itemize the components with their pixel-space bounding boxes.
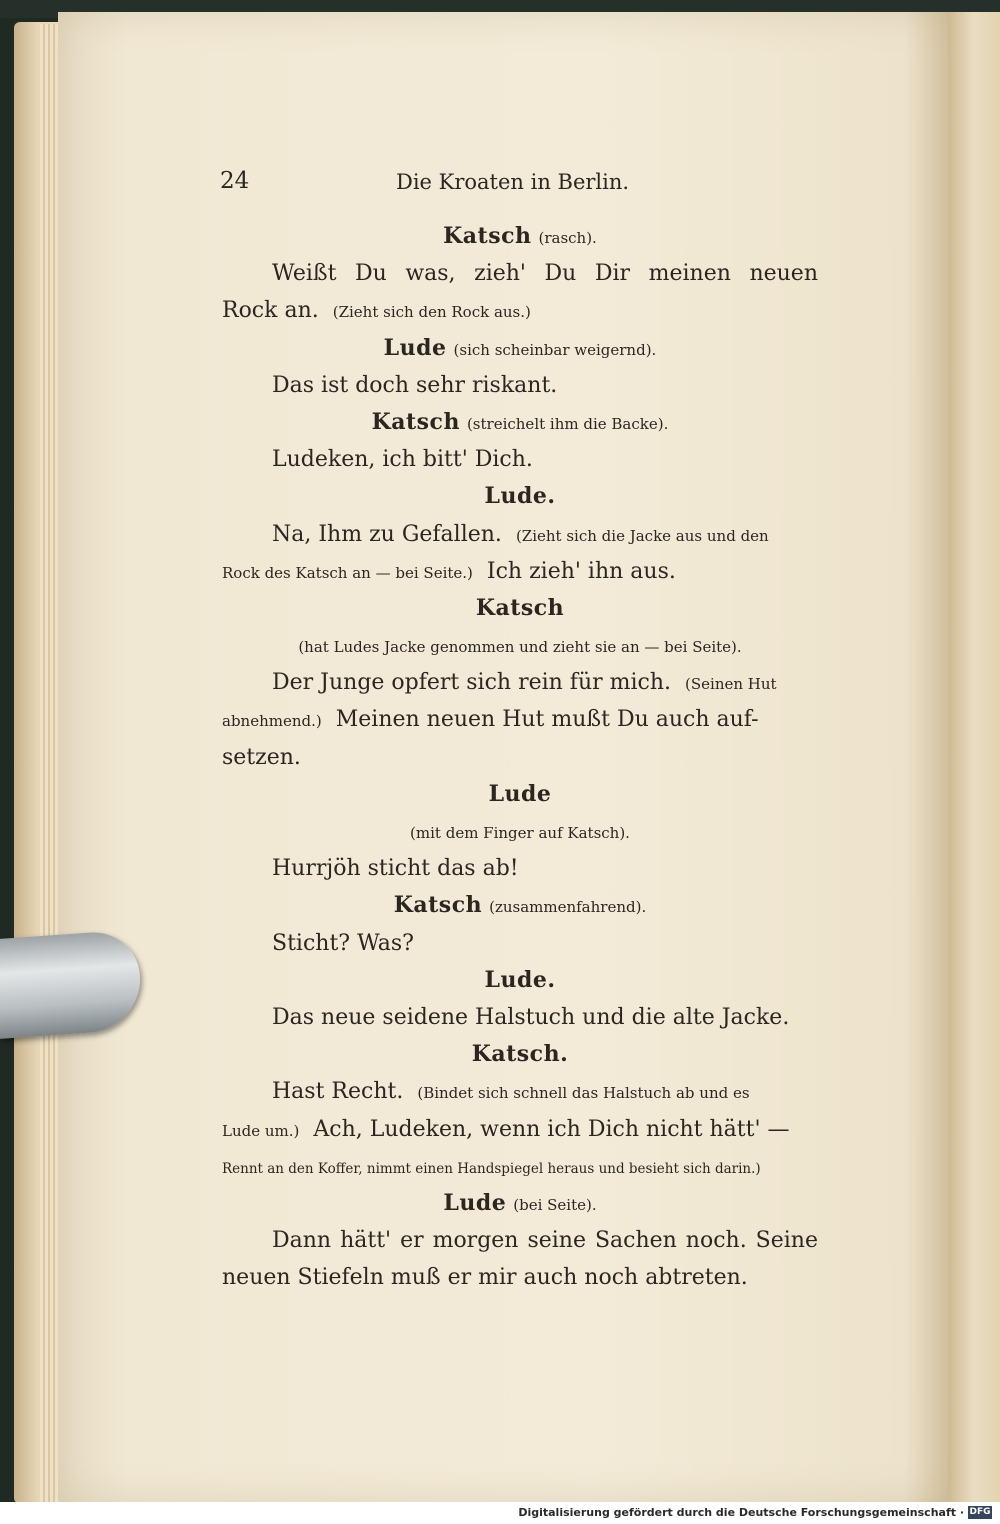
dialogue-text: Meinen neuen Hut mußt Du auch auf-	[335, 707, 759, 733]
speaker-line	[222, 962, 818, 999]
page-header	[220, 168, 820, 198]
stage-direction: (Seinen Hut	[685, 675, 777, 694]
speaker-name: Katsch	[475, 594, 565, 621]
dialogue-line	[222, 925, 818, 962]
dialogue-line	[222, 1111, 818, 1148]
dialogue-text: Das neue seidene Halstuch und die alte Jacke.	[272, 1004, 790, 1030]
speaker-name: Katsch	[443, 223, 532, 249]
stage-direction: Lude um.)	[222, 1121, 300, 1140]
dialogue-text: Dann hätt' er morgen seine Sachen noch. Seine	[272, 1228, 818, 1254]
stage-direction: (Zieht sich den Rock aus.)	[332, 303, 531, 322]
dialogue-text: Das ist doch sehr riskant.	[272, 372, 558, 398]
dialogue-line	[222, 1222, 818, 1259]
dialogue-text: neuen Stiefeln muß er mir auch noch abtreten.	[222, 1265, 748, 1291]
speaker-line	[222, 776, 818, 813]
dialogue-line	[222, 739, 818, 776]
speaker-line	[222, 404, 818, 441]
speaker-name: Katsch	[393, 892, 483, 919]
dialogue-text: Hurrjöh sticht das ab!	[272, 856, 519, 882]
stage-direction: Rock des Katsch an — bei Seite.)	[222, 563, 473, 582]
dfg-logo: DFG	[969, 1507, 991, 1517]
dialogue-text: Rock an.	[222, 298, 319, 324]
dialogue-line	[222, 255, 818, 292]
stage-direction: (hat Ludes Jacke genommen und zieht sie an — bei Seite).	[298, 638, 742, 657]
speaker-name: Katsch	[371, 408, 460, 435]
speaker-line	[222, 330, 818, 367]
speaker-name: Lude	[383, 334, 447, 361]
stage-direction: abnehmend.)	[222, 712, 322, 731]
dialogue-line	[222, 367, 818, 404]
funding-credit: Digitalisierung gefördert durch die Deutsche Forschungsgemeinschaft ·	[518, 1506, 964, 1519]
stage-direction: (Bindet sich schnell das Halstuch ab und es	[417, 1084, 750, 1103]
stage-direction-line	[222, 627, 818, 664]
stage-direction: (mit dem Finger auf Katsch).	[410, 824, 630, 842]
dialogue-line	[222, 441, 818, 478]
dialogue-line	[222, 850, 818, 887]
stage-direction: (sich scheinbar weigernd).	[453, 340, 657, 359]
running-title: Die Kroaten in Berlin.	[396, 170, 630, 194]
stage-direction: (zusammenfahrend).	[489, 898, 647, 917]
dialogue-text: Weißt Du was, zieh' Du Dir meinen neuen	[272, 261, 818, 287]
speaker-name: Lude	[488, 780, 552, 807]
stage-direction-line	[222, 1148, 818, 1185]
speaker-line	[222, 1036, 818, 1073]
dialogue-text: setzen.	[222, 744, 301, 770]
dialogue-line	[222, 999, 818, 1036]
dialogue-line	[222, 553, 818, 590]
speaker-line	[222, 887, 818, 924]
dialogue-line	[222, 292, 818, 329]
page-text	[222, 218, 818, 1296]
speaker-name: Lude.	[484, 483, 556, 510]
speaker-line	[222, 478, 818, 515]
speaker-name: Lude	[443, 1189, 507, 1216]
speaker-line	[222, 590, 818, 627]
dialogue-line	[222, 701, 818, 738]
speaker-line	[222, 1185, 818, 1222]
page-stack-edge	[40, 24, 58, 1502]
dialogue-text: Sticht? Was?	[272, 930, 414, 956]
stage-direction: (rasch).	[538, 229, 597, 247]
facing-page-edge	[946, 12, 1000, 1502]
speaker-line	[222, 218, 818, 255]
dialogue-text: Ach, Ludeken, wenn ich Dich nicht hätt' —	[313, 1116, 790, 1142]
stage-direction: (streichelt ihm die Backe).	[466, 414, 669, 433]
dialogue-text: Hast Recht.	[272, 1079, 404, 1105]
dialogue-line	[222, 516, 818, 553]
speaker-name: Lude.	[484, 966, 556, 993]
dialogue-text: Ich zieh' ihn aus.	[486, 558, 676, 584]
dialogue-text: Na, Ihm zu Gefallen.	[272, 521, 502, 547]
dialogue-line	[222, 1073, 818, 1110]
dialogue-text: Der Junge opfert sich rein für mich.	[272, 670, 672, 696]
page-number: 24	[220, 168, 250, 194]
stage-direction: (Zieht sich die Jacke aus und den	[515, 526, 769, 545]
stage-direction: (bei Seite).	[513, 1195, 597, 1214]
dialogue-line	[222, 664, 818, 701]
dialogue-line	[222, 1259, 818, 1296]
footer-bar	[0, 1502, 1000, 1524]
speaker-name: Katsch.	[471, 1041, 569, 1068]
dialogue-text: Ludeken, ich bitt' Dich.	[272, 447, 533, 473]
stage-direction-line	[222, 813, 818, 850]
stage-direction: Rennt an den Koffer, nimmt einen Handspiegel heraus und besieht sich darin.)	[222, 1160, 761, 1177]
